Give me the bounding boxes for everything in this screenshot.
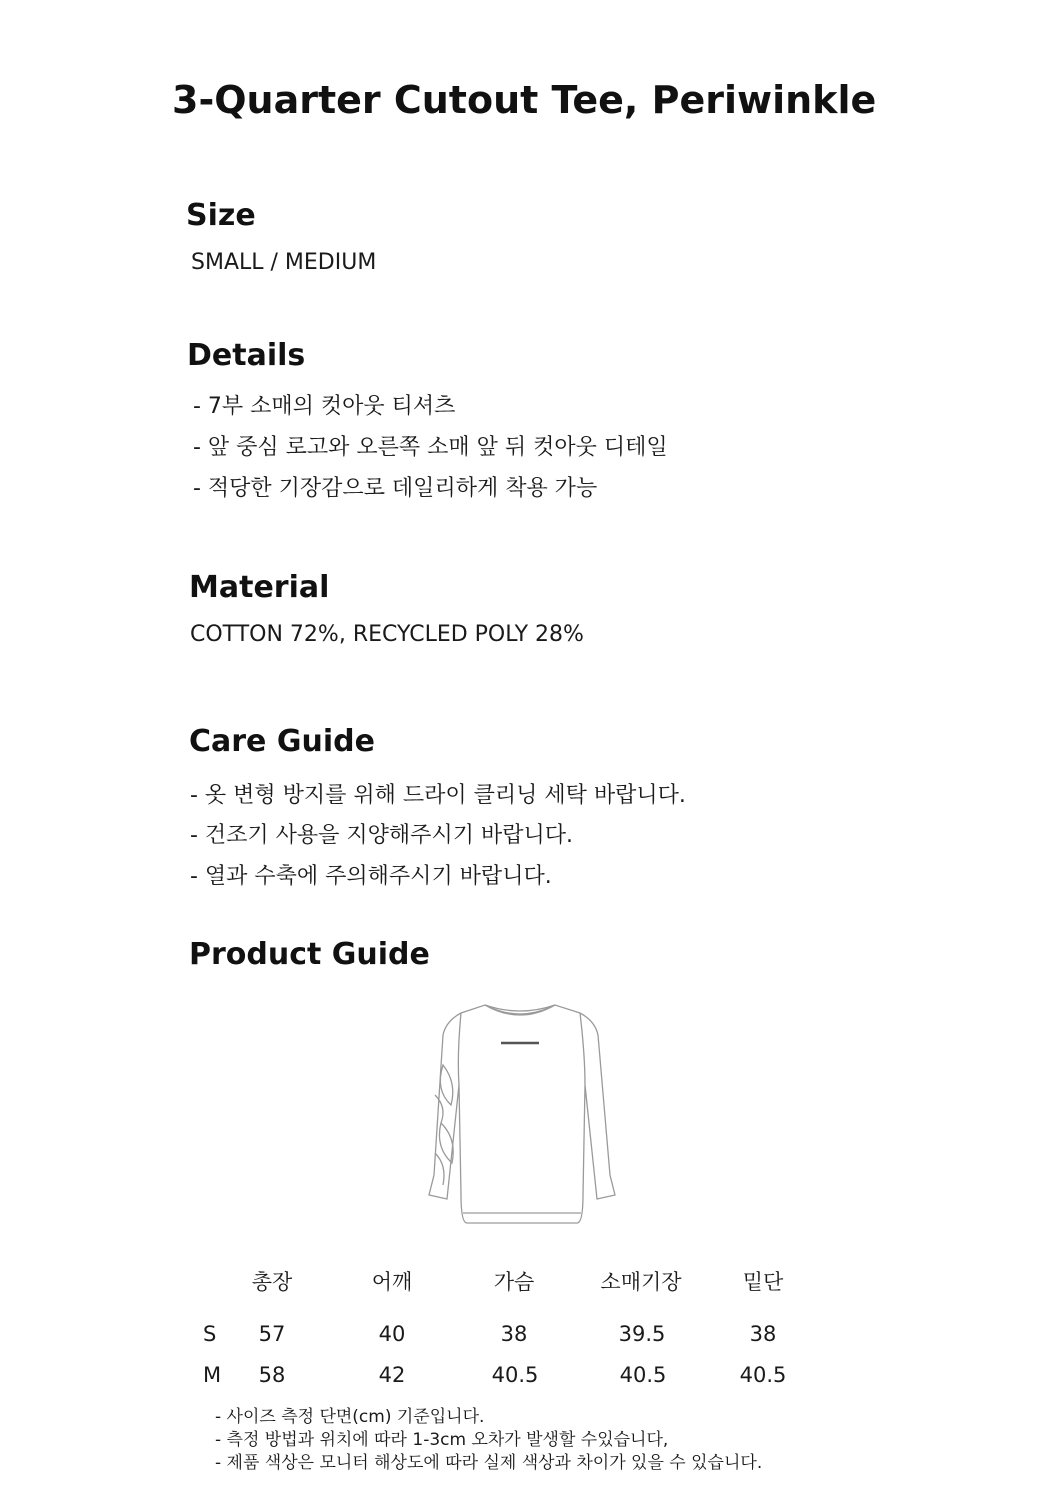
column-header: 소매기장: [600, 1270, 682, 1294]
row-label-s: S: [203, 1322, 217, 1346]
care-line: - 건조기 사용을 지양해주시기 바랍니다.: [190, 823, 573, 848]
column-header: 가슴: [493, 1270, 535, 1294]
table-cell: 40.5: [491, 1363, 539, 1387]
product-guide-heading: Product Guide: [189, 937, 430, 972]
material-heading: Material: [189, 570, 330, 605]
table-cell: 38: [500, 1322, 528, 1346]
note-line: - 측정 방법과 위치에 따라 1-3cm 오차가 발생할 수있습니다,: [215, 1430, 669, 1450]
table-cell: 40: [378, 1322, 406, 1346]
column-header: 어깨: [371, 1270, 413, 1294]
size-heading: Size: [186, 198, 256, 233]
table-cell: 42: [378, 1363, 406, 1387]
long-sleeve-tee-icon: [405, 995, 635, 1235]
details-heading: Details: [187, 338, 306, 373]
note-line: - 사이즈 측정 단면(cm) 기준입니다.: [215, 1407, 485, 1427]
care-line: - 옷 변형 방지를 위해 드라이 클리닝 세탁 바랍니다.: [190, 783, 686, 808]
table-cell: 40.5: [619, 1363, 667, 1387]
column-header: 총장: [251, 1270, 293, 1294]
table-cell: 58: [258, 1363, 286, 1387]
page-title: 3-Quarter Cutout Tee, Periwinkle: [172, 78, 877, 122]
details-line: - 앞 중심 로고와 오른쪽 소매 앞 뒤 컷아웃 디테일: [193, 435, 668, 460]
row-label-m: M: [203, 1363, 222, 1387]
column-header: 밑단: [742, 1270, 784, 1294]
table-cell: 39.5: [618, 1322, 666, 1346]
table-cell: 40.5: [739, 1363, 787, 1387]
care-heading: Care Guide: [189, 724, 375, 759]
details-line: - 적당한 기장감으로 데일리하게 착용 가능: [193, 476, 598, 501]
table-cell: 57: [258, 1322, 286, 1346]
size-value: SMALL / MEDIUM: [191, 250, 377, 275]
material-value: COTTON 72%, RECYCLED POLY 28%: [190, 622, 584, 647]
care-line: - 열과 수축에 주의해주시기 바랍니다.: [190, 864, 552, 889]
table-cell: 38: [749, 1322, 777, 1346]
details-line: - 7부 소매의 컷아웃 티셔츠: [193, 394, 456, 419]
note-line: - 제품 색상은 모니터 해상도에 따라 실제 색상과 차이가 있을 수 있습니다.: [215, 1453, 763, 1473]
